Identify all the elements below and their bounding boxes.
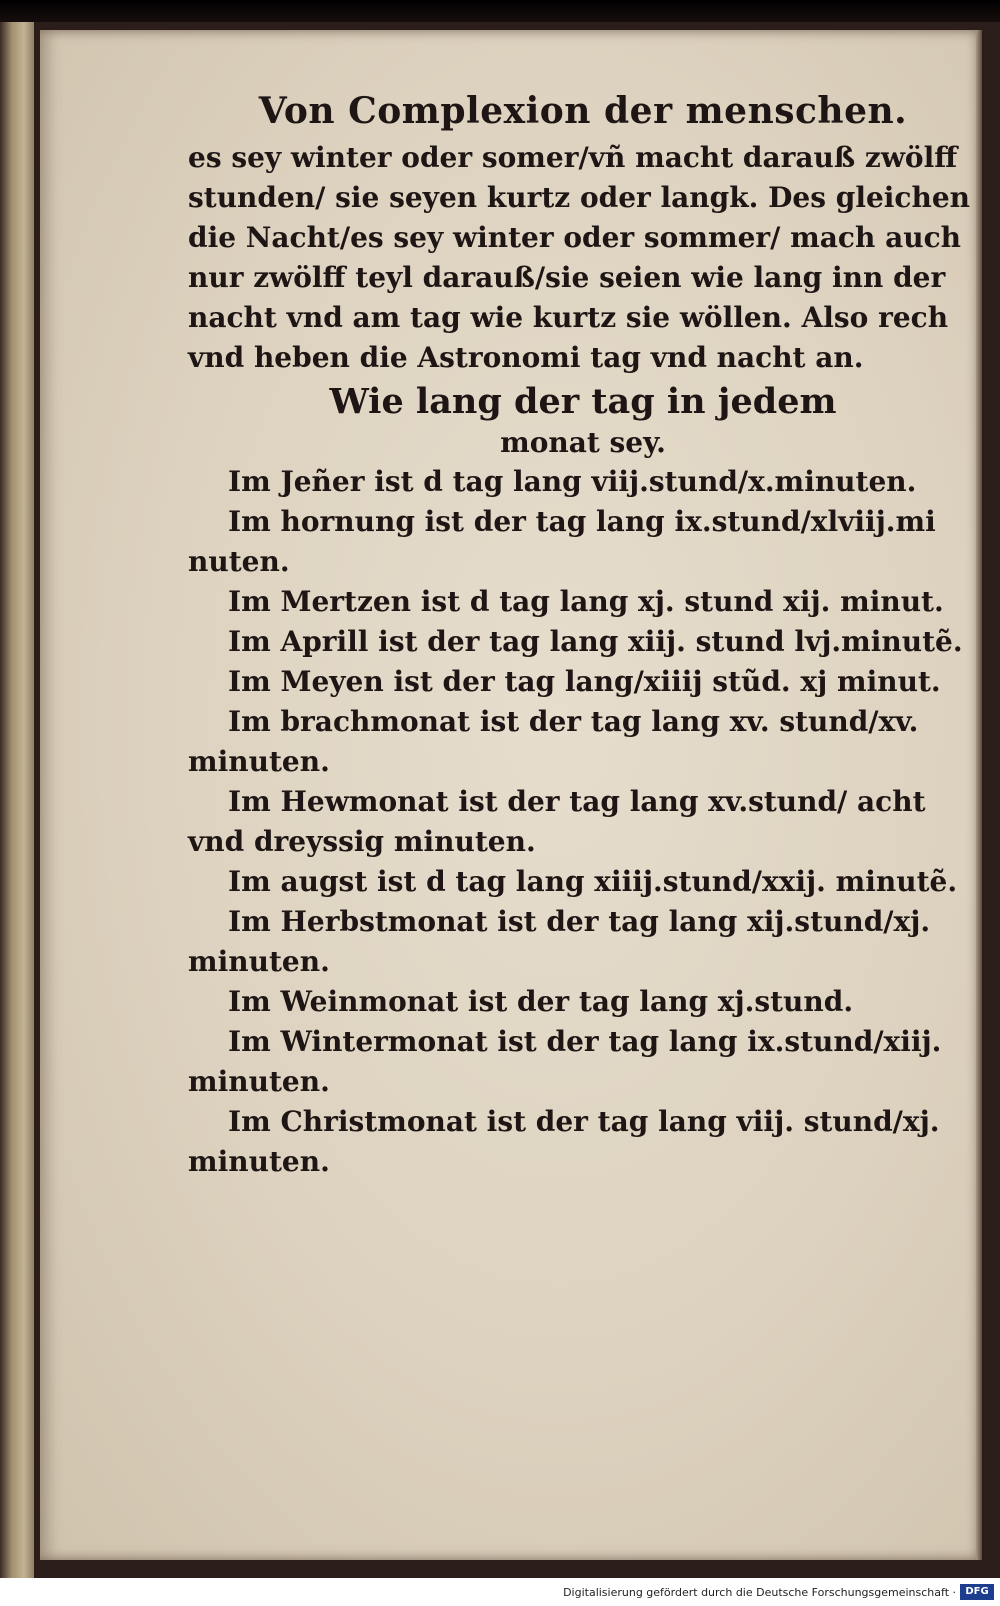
month-line: minuten. bbox=[188, 1065, 330, 1098]
month-list bbox=[188, 462, 978, 1182]
month-line: minuten. bbox=[188, 745, 330, 778]
month-line: Im Aprill ist der tag lang xiij. stund lvj.minutẽ. bbox=[228, 625, 963, 658]
page-text bbox=[188, 90, 978, 1182]
month-line: Im Mertzen ist d tag lang xj. stund xij. minut. bbox=[228, 585, 944, 618]
month-line: Im Herbstmonat ist der tag lang xij.stund/xj. bbox=[228, 905, 931, 938]
digitization-footer bbox=[0, 1578, 1000, 1606]
month-line: nuten. bbox=[188, 545, 290, 578]
dfg-logo: DFG bbox=[960, 1584, 994, 1600]
section-subtitle: monat sey. bbox=[500, 426, 666, 459]
month-line: Im Weinmonat ist der tag lang xj.stund. bbox=[228, 985, 854, 1018]
book-spine bbox=[0, 22, 34, 1578]
month-line: Im Jeñer ist d tag lang viij.stund/x.minuten. bbox=[228, 465, 917, 498]
month-line: Im Hewmonat ist der tag lang xv.stund/ acht bbox=[228, 785, 926, 818]
month-line: Im Christmonat ist der tag lang viij. stund/xj. bbox=[228, 1105, 940, 1138]
paragraph-line: die Nacht/es sey winter oder sommer/ mach auch bbox=[188, 221, 961, 254]
section-title: Wie lang der tag in jedem bbox=[329, 381, 837, 422]
month-line: vnd dreyssig minuten. bbox=[188, 825, 536, 858]
month-line: Im hornung ist der tag lang ix.stund/xlviij.mi bbox=[228, 505, 936, 538]
paragraph-line: es sey winter oder somer/vñ macht darauß zwölff bbox=[188, 141, 958, 174]
running-head: Von Complexion der menschen. bbox=[258, 90, 908, 132]
month-line: Im augst ist d tag lang xiiij.stund/xxij. minutẽ. bbox=[228, 865, 958, 898]
paragraph-line: vnd heben die Astronomi tag vnd nacht an. bbox=[188, 341, 864, 374]
month-line: Im Meyen ist der tag lang/xiiij stũd. xj minut. bbox=[228, 665, 941, 698]
month-line: minuten. bbox=[188, 1145, 330, 1178]
footer-credit: Digitalisierung gefördert durch die Deutsche Forschungsgemeinschaft · bbox=[563, 1586, 956, 1599]
month-line: Im Wintermonat ist der tag lang ix.stund/xiij. bbox=[228, 1025, 942, 1058]
paragraph-line: nur zwölff teyl darauß/sie seien wie lang inn der bbox=[188, 261, 946, 294]
book-page bbox=[40, 30, 982, 1560]
paragraph bbox=[188, 138, 978, 378]
month-line: Im brachmonat ist der tag lang xv. stund/xv. bbox=[228, 705, 919, 738]
paragraph-line: stunden/ sie seyen kurtz oder langk. Des gleichen bbox=[188, 181, 970, 214]
month-line: minuten. bbox=[188, 945, 330, 978]
paragraph-line: nacht vnd am tag wie kurtz sie wöllen. Also rech bbox=[188, 301, 949, 334]
